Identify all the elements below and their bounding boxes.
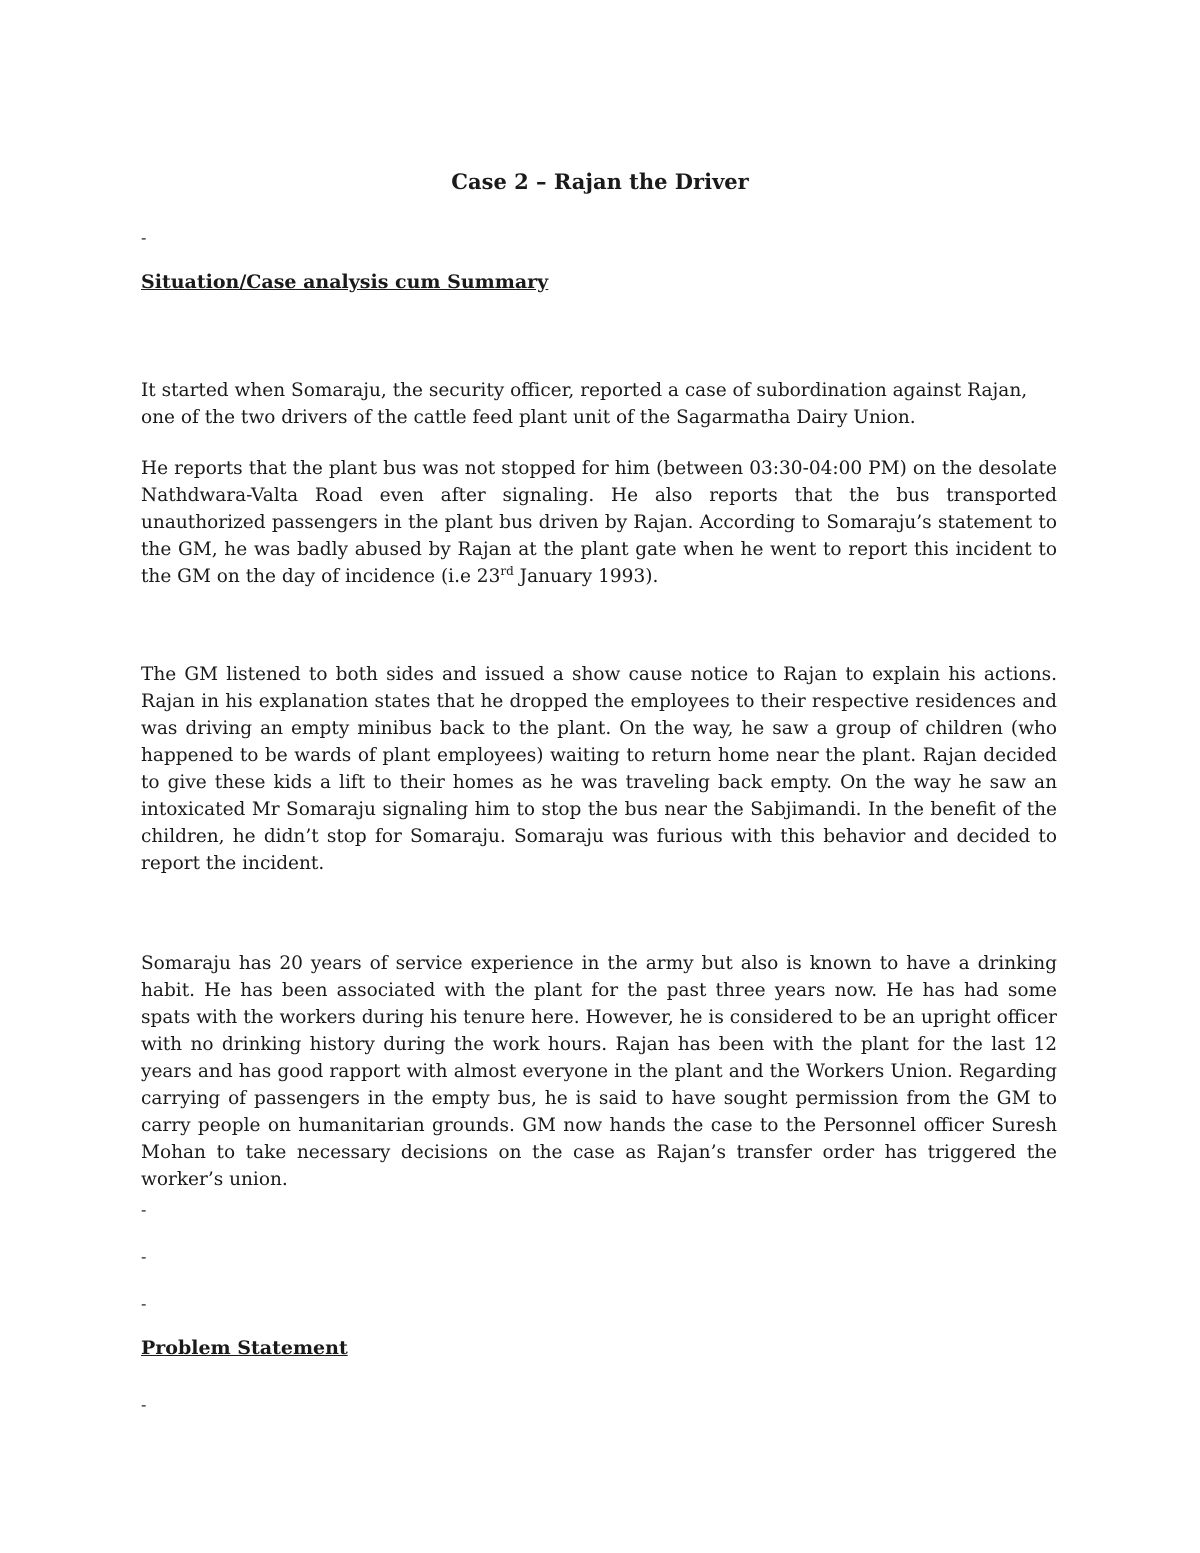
paragraph-background: Somaraju has 20 years of service experience in the army but also is known to have a drinking habit. He has been associated with the plant for the past three years now. He has had some spats with the workers during his tenure here. However, he is considered to be an upright officer with no drinking history during the work hours. Rajan has been with the plant for the last 12 years and has good rapport with almost everyone in the plant and the Workers Union. Regarding carrying of passengers in the empty bus, he is said to have sought permission from the GM to carry people on humanitarian grounds. GM now hands the case to the Personnel officer Suresh Mohan to take necessary decisions on the case as Rajan’s transfer order has triggered the worker’s union. xyxy=(141,953,1057,1190)
paragraph-report xyxy=(141,455,1057,590)
document-title: Case 2 – Rajan the Driver xyxy=(451,169,749,194)
paragraph-report-text: He reports that the plant bus was not stopped for him (between 03:30-04:00 PM) on the desolate Nathdwara-Valta Road even after signaling. He also reports that the bus transported unauthorized passengers in the plant bus driven by Rajan. According to Somaraju’s statement to the GM, he was badly abused by Rajan at the plant gate when he went to report this incident to the GM on the day of incidence (i.e 23 xyxy=(141,458,1057,587)
section-heading-problem: Problem Statement xyxy=(141,1337,348,1359)
dash-marker: - xyxy=(141,1200,147,1219)
dash-marker: - xyxy=(141,1395,147,1414)
dash-marker: - xyxy=(141,1247,147,1266)
paragraph-intro: It started when Somaraju, the security officer, reported a case of subordination against Rajan, one of the two drivers of the cattle feed plant unit of the Sagarmatha Dairy Union. xyxy=(141,380,1028,428)
dash-marker: - xyxy=(141,1294,147,1313)
section-heading-situation: Situation/Case analysis cum Summary xyxy=(141,271,549,293)
paragraph-explanation: The GM listened to both sides and issued a show cause notice to Rajan to explain his actions. Rajan in his explanation states that he dropped the employees to their respective residences and was driving an empty minibus back to the plant. On the way, he saw a group of children (who happened to be wards of plant employees) waiting to return home near the plant. Rajan decided to give these kids a lift to their homes as he was traveling back empty. On the way he saw an intoxicated Mr Somaraju signaling him to stop the bus near the Sabjimandi. In the benefit of the children, he didn’t stop for Somaraju. Somaraju was furious with this behavior and decided to report the incident. xyxy=(141,664,1057,874)
ordinal-suffix: rd xyxy=(500,564,514,578)
paragraph-report-date: January 1993). xyxy=(513,566,659,587)
dash-marker: - xyxy=(141,228,147,247)
